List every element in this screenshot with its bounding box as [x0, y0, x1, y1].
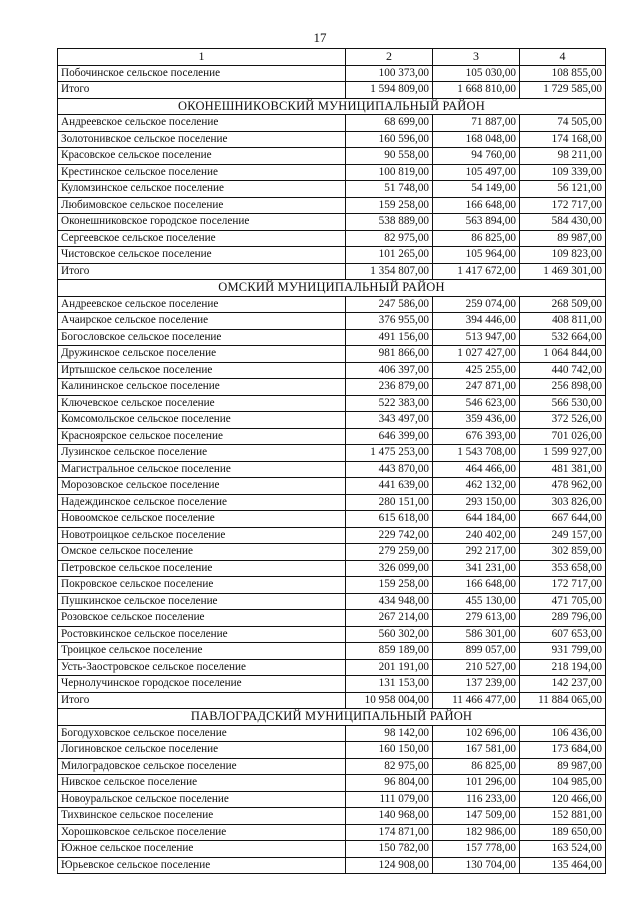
table-row: [58, 676, 606, 693]
settlement-name: Новоуральское сельское поселение: [58, 791, 346, 808]
column-number-cell: 1: [58, 49, 346, 66]
table-row: [58, 593, 606, 610]
amount-col-4: 135 464,00: [520, 857, 606, 874]
amount-col-4: 174 168,00: [520, 131, 606, 148]
amount-col-3: 166 648,00: [433, 577, 520, 594]
amount-col-3: 259 074,00: [433, 296, 520, 313]
amount-col-3: 210 527,00: [433, 659, 520, 676]
amount-col-4: 89 987,00: [520, 230, 606, 247]
settlement-name: Новотроицкое сельское поселение: [58, 527, 346, 544]
amount-col-2: 98 142,00: [346, 725, 433, 742]
amount-col-2: 1 354 807,00: [346, 263, 433, 280]
table-row: [58, 428, 606, 445]
total-row: [58, 82, 606, 99]
amount-col-2: 560 302,00: [346, 626, 433, 643]
amount-col-2: 343 497,00: [346, 412, 433, 429]
amount-col-4: 56 121,00: [520, 181, 606, 198]
amount-col-4: 98 211,00: [520, 148, 606, 165]
settlement-name: Хорошковское сельское поселение: [58, 824, 346, 841]
amount-col-2: 236 879,00: [346, 379, 433, 396]
table-row: [58, 296, 606, 313]
table-row: [58, 857, 606, 874]
settlement-name: Покровское сельское поселение: [58, 577, 346, 594]
amount-col-3: 292 217,00: [433, 544, 520, 561]
amount-col-2: 229 742,00: [346, 527, 433, 544]
amount-col-3: 247 871,00: [433, 379, 520, 396]
amount-col-3: 240 402,00: [433, 527, 520, 544]
settlement-name: Ростовкинское сельское поселение: [58, 626, 346, 643]
amount-col-4: 302 859,00: [520, 544, 606, 561]
amount-col-3: 462 132,00: [433, 478, 520, 495]
amount-col-4: 372 526,00: [520, 412, 606, 429]
amount-col-4: 607 653,00: [520, 626, 606, 643]
table-row: [58, 230, 606, 247]
amount-col-2: 160 150,00: [346, 742, 433, 759]
amount-col-3: 157 778,00: [433, 841, 520, 858]
amount-col-2: 1 475 253,00: [346, 445, 433, 462]
settlement-name: Пушкинское сельское поселение: [58, 593, 346, 610]
table-row: [58, 164, 606, 181]
amount-col-2: 1 594 809,00: [346, 82, 433, 99]
settlement-name: Надеждинское сельское поселение: [58, 494, 346, 511]
amount-col-2: 82 975,00: [346, 758, 433, 775]
amount-col-3: 130 704,00: [433, 857, 520, 874]
settlement-name: Андреевское сельское поселение: [58, 115, 346, 132]
amount-col-2: 280 151,00: [346, 494, 433, 511]
amount-col-2: 376 955,00: [346, 313, 433, 330]
amount-col-3: 1 668 810,00: [433, 82, 520, 99]
table-row: [58, 544, 606, 561]
amount-col-3: 105 497,00: [433, 164, 520, 181]
district-header-row: [58, 98, 606, 115]
amount-col-3: 546 623,00: [433, 395, 520, 412]
amount-col-4: 268 509,00: [520, 296, 606, 313]
amount-col-2: 434 948,00: [346, 593, 433, 610]
amount-col-2: 101 265,00: [346, 247, 433, 264]
amount-col-2: 441 639,00: [346, 478, 433, 495]
amount-col-4: 256 898,00: [520, 379, 606, 396]
amount-col-3: 899 057,00: [433, 643, 520, 660]
district-name: ОМСКИЙ МУНИЦИПАЛЬНЫЙ РАЙОН: [58, 280, 606, 297]
amount-col-4: 11 884 065,00: [520, 692, 606, 709]
amount-col-2: 100 819,00: [346, 164, 433, 181]
settlement-name: Калининское сельское поселение: [58, 379, 346, 396]
amount-col-2: 159 258,00: [346, 197, 433, 214]
table-row: [58, 346, 606, 363]
settlement-name: Ключевское сельское поселение: [58, 395, 346, 412]
amount-col-2: 111 079,00: [346, 791, 433, 808]
table-row: [58, 445, 606, 462]
amount-col-3: 513 947,00: [433, 329, 520, 346]
table-row: [58, 775, 606, 792]
amount-col-4: 189 650,00: [520, 824, 606, 841]
amount-col-2: 140 968,00: [346, 808, 433, 825]
table-row: [58, 659, 606, 676]
amount-col-3: 86 825,00: [433, 230, 520, 247]
table-row: [58, 511, 606, 528]
table-row: [58, 461, 606, 478]
settlement-name: Троицкое сельское поселение: [58, 643, 346, 660]
table-row: [58, 379, 606, 396]
page-number: 17: [313, 30, 327, 45]
amount-col-3: 102 696,00: [433, 725, 520, 742]
settlement-name: Золотонивское сельское поселение: [58, 131, 346, 148]
amount-col-4: 701 026,00: [520, 428, 606, 445]
settlement-name: Тихвинское сельское поселение: [58, 808, 346, 825]
amount-col-2: 247 586,00: [346, 296, 433, 313]
table-row: [58, 181, 606, 198]
district-header-row: [58, 709, 606, 726]
amount-col-3: 86 825,00: [433, 758, 520, 775]
total-label: Итого: [58, 692, 346, 709]
amount-col-4: 584 430,00: [520, 214, 606, 231]
settlement-name: Усть-Заостровское сельское поселение: [58, 659, 346, 676]
amount-col-3: 11 466 477,00: [433, 692, 520, 709]
amount-col-2: 491 156,00: [346, 329, 433, 346]
amount-col-2: 150 782,00: [346, 841, 433, 858]
table-row: [58, 148, 606, 165]
amount-col-2: 159 258,00: [346, 577, 433, 594]
amount-col-3: 71 887,00: [433, 115, 520, 132]
amount-col-2: 443 870,00: [346, 461, 433, 478]
settlement-name: Чистовское сельское поселение: [58, 247, 346, 264]
column-number-cell: 2: [346, 49, 433, 66]
table-row: [58, 610, 606, 627]
amount-col-4: 172 717,00: [520, 197, 606, 214]
amount-col-3: 54 149,00: [433, 181, 520, 198]
amount-col-4: 408 811,00: [520, 313, 606, 330]
amount-col-4: 89 987,00: [520, 758, 606, 775]
amount-col-4: 667 644,00: [520, 511, 606, 528]
total-row: [58, 263, 606, 280]
district-header-row: [58, 280, 606, 297]
amount-col-3: 105 030,00: [433, 65, 520, 82]
table-row: [58, 791, 606, 808]
amount-col-4: 108 855,00: [520, 65, 606, 82]
amount-col-4: 289 796,00: [520, 610, 606, 627]
amount-col-4: 478 962,00: [520, 478, 606, 495]
settlement-name: Петровское сельское поселение: [58, 560, 346, 577]
settlement-name: Логиновское сельское поселение: [58, 742, 346, 759]
amount-col-4: 152 881,00: [520, 808, 606, 825]
amount-col-2: 981 866,00: [346, 346, 433, 363]
settlement-name: Красноярское сельское поселение: [58, 428, 346, 445]
amount-col-3: 1 543 708,00: [433, 445, 520, 462]
amount-col-2: 124 908,00: [346, 857, 433, 874]
amount-col-3: 1 417 672,00: [433, 263, 520, 280]
table-row: [58, 395, 606, 412]
amount-col-2: 51 748,00: [346, 181, 433, 198]
amount-col-2: 82 975,00: [346, 230, 433, 247]
table-row: [58, 214, 606, 231]
budget-table: [57, 48, 606, 874]
amount-col-3: 94 760,00: [433, 148, 520, 165]
settlement-name: Крестинское сельское поселение: [58, 164, 346, 181]
amount-col-2: 279 259,00: [346, 544, 433, 561]
amount-col-3: 293 150,00: [433, 494, 520, 511]
amount-col-3: 105 964,00: [433, 247, 520, 264]
amount-col-4: 120 466,00: [520, 791, 606, 808]
amount-col-4: 303 826,00: [520, 494, 606, 511]
amount-col-2: 68 699,00: [346, 115, 433, 132]
amount-col-4: 1 469 301,00: [520, 263, 606, 280]
district-name: ОКОНЕШНИКОВСКИЙ МУНИЦИПАЛЬНЫЙ РАЙОН: [58, 98, 606, 115]
amount-col-3: 167 581,00: [433, 742, 520, 759]
table-row: [58, 758, 606, 775]
amount-col-4: 109 823,00: [520, 247, 606, 264]
settlement-name: Омское сельское поселение: [58, 544, 346, 561]
amount-col-3: 341 231,00: [433, 560, 520, 577]
table-row: [58, 626, 606, 643]
table-row: [58, 362, 606, 379]
amount-col-4: 163 524,00: [520, 841, 606, 858]
settlement-name: Нивское сельское поселение: [58, 775, 346, 792]
settlement-name: Милоградовское сельское поселение: [58, 758, 346, 775]
table-row: [58, 478, 606, 495]
amount-col-3: 394 446,00: [433, 313, 520, 330]
amount-col-2: 131 153,00: [346, 676, 433, 693]
amount-col-2: 646 399,00: [346, 428, 433, 445]
table-row: [58, 329, 606, 346]
amount-col-4: 172 717,00: [520, 577, 606, 594]
amount-col-4: 106 436,00: [520, 725, 606, 742]
amount-col-2: 90 558,00: [346, 148, 433, 165]
column-number-cell: 4: [520, 49, 606, 66]
table-row: [58, 65, 606, 82]
table-row: [58, 313, 606, 330]
settlement-name: Комсомольское сельское поселение: [58, 412, 346, 429]
amount-col-3: 1 027 427,00: [433, 346, 520, 363]
amount-col-3: 644 184,00: [433, 511, 520, 528]
amount-col-2: 174 871,00: [346, 824, 433, 841]
settlement-name: Розовское сельское поселение: [58, 610, 346, 627]
table-row: [58, 742, 606, 759]
settlement-name: Ачаирское сельское поселение: [58, 313, 346, 330]
amount-col-2: 10 958 004,00: [346, 692, 433, 709]
amount-col-3: 359 436,00: [433, 412, 520, 429]
table-row: [58, 412, 606, 429]
amount-col-4: 74 505,00: [520, 115, 606, 132]
amount-col-3: 464 466,00: [433, 461, 520, 478]
table-row: [58, 115, 606, 132]
settlement-name: Куломзинское сельское поселение: [58, 181, 346, 198]
amount-col-4: 1 599 927,00: [520, 445, 606, 462]
amount-col-4: 353 658,00: [520, 560, 606, 577]
table-row: [58, 577, 606, 594]
amount-col-2: 522 383,00: [346, 395, 433, 412]
amount-col-2: 538 889,00: [346, 214, 433, 231]
table-row: [58, 247, 606, 264]
amount-col-4: 218 194,00: [520, 659, 606, 676]
amount-col-4: 142 237,00: [520, 676, 606, 693]
amount-col-3: 101 296,00: [433, 775, 520, 792]
amount-col-3: 166 648,00: [433, 197, 520, 214]
table-row: [58, 841, 606, 858]
amount-col-4: 440 742,00: [520, 362, 606, 379]
settlement-name: Оконешниковское городское поселение: [58, 214, 346, 231]
amount-col-4: 1 729 585,00: [520, 82, 606, 99]
settlement-name: Богодуховское сельское поселение: [58, 725, 346, 742]
settlement-name: Юрьевское сельское поселение: [58, 857, 346, 874]
amount-col-3: 147 509,00: [433, 808, 520, 825]
amount-col-4: 109 339,00: [520, 164, 606, 181]
amount-col-3: 279 613,00: [433, 610, 520, 627]
amount-col-4: 471 705,00: [520, 593, 606, 610]
amount-col-4: 173 684,00: [520, 742, 606, 759]
amount-col-3: 676 393,00: [433, 428, 520, 445]
amount-col-2: 96 804,00: [346, 775, 433, 792]
amount-col-2: 326 099,00: [346, 560, 433, 577]
amount-col-4: 566 530,00: [520, 395, 606, 412]
column-number-cell: 3: [433, 49, 520, 66]
settlement-name: Новоомское сельское поселение: [58, 511, 346, 528]
district-name: ПАВЛОГРАДСКИЙ МУНИЦИПАЛЬНЫЙ РАЙОН: [58, 709, 606, 726]
amount-col-2: 859 189,00: [346, 643, 433, 660]
amount-col-2: 201 191,00: [346, 659, 433, 676]
table-row: [58, 824, 606, 841]
table-row: [58, 494, 606, 511]
settlement-name: Любимовское сельское поселение: [58, 197, 346, 214]
amount-col-2: 100 373,00: [346, 65, 433, 82]
amount-col-3: 182 986,00: [433, 824, 520, 841]
settlement-name: Магистральное сельское поселение: [58, 461, 346, 478]
amount-col-4: 104 985,00: [520, 775, 606, 792]
amount-col-4: 931 799,00: [520, 643, 606, 660]
amount-col-2: 615 618,00: [346, 511, 433, 528]
settlement-name: Южное сельское поселение: [58, 841, 346, 858]
settlement-name: Дружинское сельское поселение: [58, 346, 346, 363]
amount-col-3: 586 301,00: [433, 626, 520, 643]
total-row: [58, 692, 606, 709]
table-row: [58, 527, 606, 544]
settlement-name: Чернолучинское городское поселение: [58, 676, 346, 693]
amount-col-2: 406 397,00: [346, 362, 433, 379]
amount-col-3: 116 233,00: [433, 791, 520, 808]
table-row: [58, 131, 606, 148]
table-row: [58, 725, 606, 742]
amount-col-3: 425 255,00: [433, 362, 520, 379]
table-row: [58, 197, 606, 214]
table-row: [58, 643, 606, 660]
table-row: [58, 560, 606, 577]
settlement-name: Богословское сельское поселение: [58, 329, 346, 346]
amount-col-4: 481 381,00: [520, 461, 606, 478]
table-row: [58, 808, 606, 825]
settlement-name: Андреевское сельское поселение: [58, 296, 346, 313]
amount-col-3: 455 130,00: [433, 593, 520, 610]
amount-col-2: 160 596,00: [346, 131, 433, 148]
settlement-name: Красовское сельское поселение: [58, 148, 346, 165]
amount-col-2: 267 214,00: [346, 610, 433, 627]
settlement-name: Сергеевское сельское поселение: [58, 230, 346, 247]
amount-col-4: 249 157,00: [520, 527, 606, 544]
amount-col-3: 168 048,00: [433, 131, 520, 148]
settlement-name: Иртышское сельское поселение: [58, 362, 346, 379]
amount-col-3: 563 894,00: [433, 214, 520, 231]
column-number-row: [58, 49, 606, 66]
settlement-name: Морозовское сельское поселение: [58, 478, 346, 495]
amount-col-4: 532 664,00: [520, 329, 606, 346]
settlement-name: Лузинское сельское поселение: [58, 445, 346, 462]
total-label: Итого: [58, 263, 346, 280]
total-label: Итого: [58, 82, 346, 99]
amount-col-4: 1 064 844,00: [520, 346, 606, 363]
amount-col-3: 137 239,00: [433, 676, 520, 693]
settlement-name: Побочинское сельское поселение: [58, 65, 346, 82]
